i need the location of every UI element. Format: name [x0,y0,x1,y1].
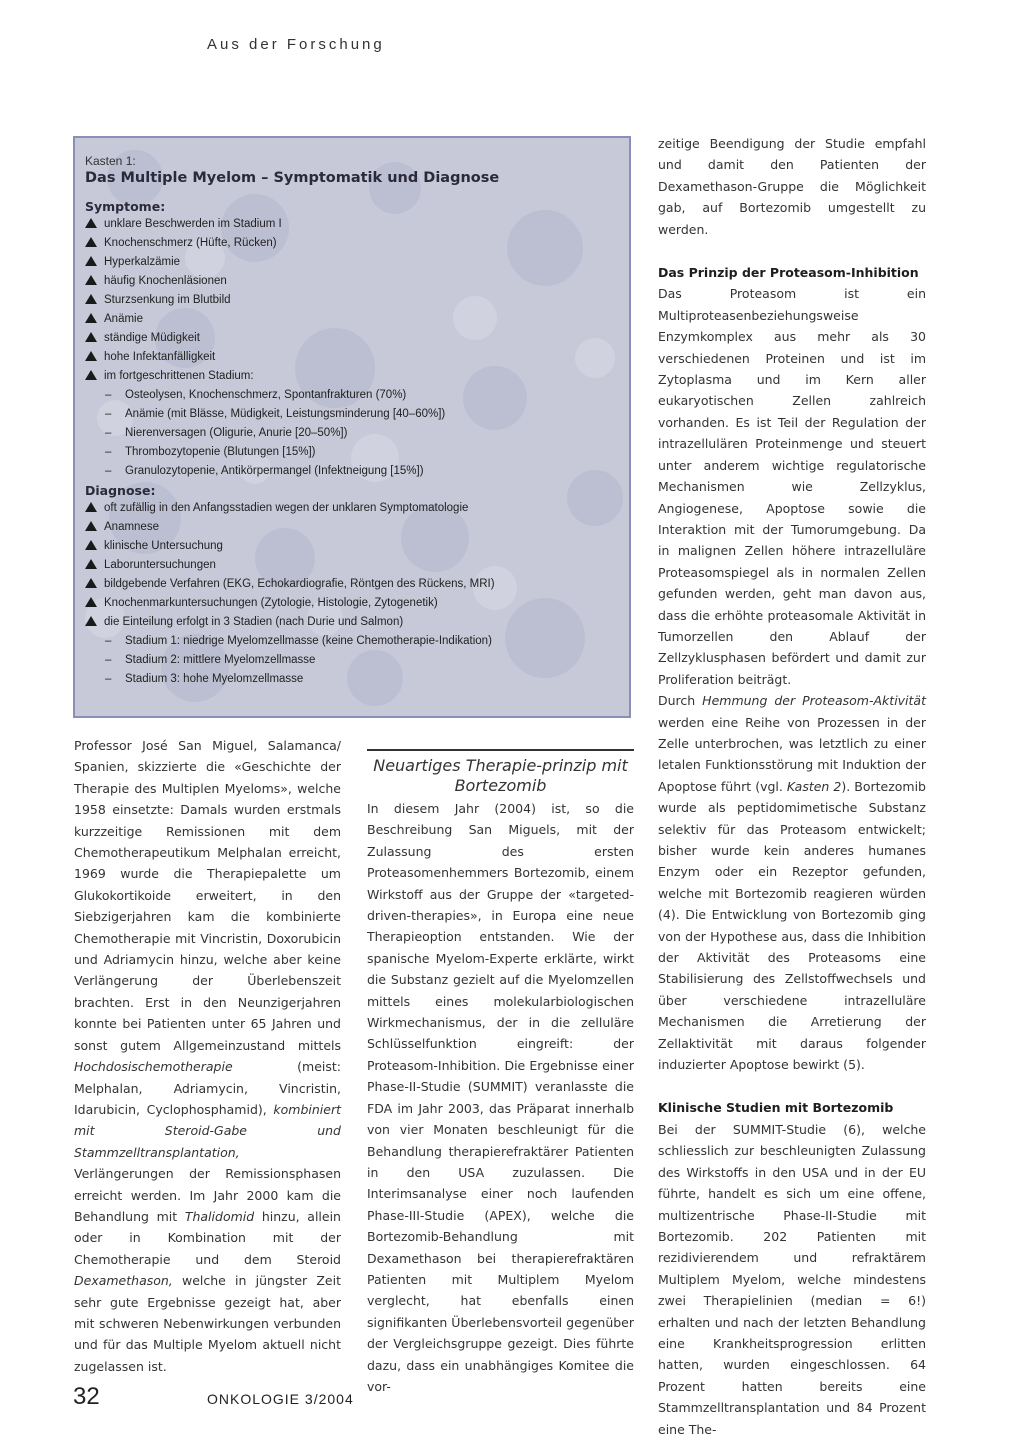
list-item: häufig Knochenläsionen [85,272,629,291]
list-item: Knochenschmerz (Hüfte, Rücken) [85,234,629,253]
paragraph: In diesem Jahr (2004) ist, so die Beschreibung San Miguels, mit der Zulassung des ersten Proteasomenhemmers Bortezomib, einem Wirkstoff aus der Gruppe der «targeted-driven-therapies», in Europa eine neue Therapieoption entstanden. Wie der spanische Myelom-Experte erklärte, wirkt die Substanz gezielt auf die Myelomzellen mittels eines molekularbiologischen Wirkmechanismus, der in die zelluläre Schlüsselfunktion eingreift: der Proteasom-Inhibition. Die Ergebnisse einer Phase-II-Studie (SUMMIT) veranlasste die FDA im Jahr 2003, das Präparat innerhalb von vier Monaten beschleunigt für die Behandlung therapierefraktärer Patienten in den USA zuzulassen. Die Interimsanalyse einer noch laufenden Phase-III-Studie (APEX), welche die Bortezomib-Behandlung mit Dexamethason bei therapierefraktären Patienten mit Multiplem Myelom verglecht, hat ebenfalls einen signifikanten Überlebensvorteil gegenüber der Vergleichsgruppe gezeigt. Dies führte dazu, dass ein unabhängiges Komitee die vor- [367,801,634,1394]
list-subitem: – Stadium 2: mittlere Myelomzellmasse [105,654,316,666]
list-item: hohe Infektanfälligkeit [85,348,629,367]
column-left [74,735,341,1377]
page-number: 32 [73,1383,100,1410]
section-title: Aus der Forschung [207,36,385,53]
subheading: Klinische Studien mit Bortezomib [658,1100,894,1116]
column-right [658,133,926,1440]
triangle-bullet-icon [85,294,97,304]
triangle-bullet-icon [85,256,97,266]
list-subitem: – Thrombozytopenie (Blutungen [15%]) [105,446,316,458]
triangle-bullet-icon [85,616,97,626]
list-item: Laboruntersuchungen [85,556,629,575]
triangle-bullet-icon [85,540,97,550]
list-item: Knochenmarkuntersuchungen (Zytologie, Histologie, Zytogenetik) [85,594,629,613]
box-title: Das Multiple Myelom – Symptomatik und Diagnose [85,170,500,186]
triangle-bullet-icon [85,313,97,323]
diagnosis-list [85,499,629,689]
paragraph: Das Proteasom ist ein Multiproteasenbeziehungsweise Enzymkomplex aus mehr als 30 verschiedenen Proteinen und ist im Zytoplasma und im Kern aller eukaryotischen Zellen zahlreich vorhanden. Es ist Teil der Regulation der intrazellulären Proteinmenge und steuert unter anderem wichtige regulatorische Mechanismen wie Zellzyklus, Angiogenese, Apoptose sowie die Interaktion mit der Tumorumgebung. Da in malignen Zellen höhere intrazelluläre Proteasomspiegel als in normalen Zellen gefunden werden, geht man davon aus, dass die erhöhte proteasomale Aktivität in Tumorzellen den Ablauf der Zellzyklusphasen befördert und damit zur Proliferation beiträgt. [658,286,926,687]
list-item: oft zufällig in den Anfangsstadien wegen der unklaren Symptomatologie [85,499,629,518]
subheading: Das Prinzip der Proteasom-Inhibition [658,265,919,281]
diagnosis-heading: Diagnose: [85,483,156,498]
paragraph: Bei der SUMMIT-Studie (6), welche schliesslich zur beschleunigten Zulassung des Wirkstoffs in den USA und in der EU führte, handelt es sich um eine offene, multizentrische Phase-II-Studie mit Bortezomib. 202 Patienten mit rezidivierendem und refraktärem Multiplem Myelom, welche mindestens zwei Therapielinien (median = 6!) erhalten und nach der letzten Behandlung eine Krankheitsprogression erlitten hatten, wurden eingeschlossen. 64 Prozent hatten bereits eine Stammzelltransplantation und 84 Prozent eine The- [658,1121,926,1437]
list-item: bildgebende Verfahren (EKG, Echokardiografie, Röntgen des Rückens, MRI) [85,575,629,594]
symptoms-heading: Symptome: [85,199,166,214]
triangle-bullet-icon [85,502,97,512]
list-item: ständige Müdigkeit [85,329,629,348]
list-subitem: – Stadium 1: niedrige Myelomzellmasse (keine Chemotherapie-Indikation) [105,635,492,647]
list-item: Anamnese [85,518,629,537]
paragraph: zeitige Beendigung der Studie empfahl und damit den Patienten der Dexamethason-Gruppe die Möglichkeit gab, auf Bortezomib umgestellt zu werden. [658,136,926,237]
list-subitem: – Granulozytopenie, Antikörpermangel (Infektneigung [15%]) [105,465,424,477]
triangle-bullet-icon [85,559,97,569]
triangle-bullet-icon [85,597,97,607]
article-subtitle: Neuartiges Therapie-prinzip mit Bortezomib [373,756,628,795]
triangle-bullet-icon [85,521,97,531]
triangle-bullet-icon [85,332,97,342]
list-item: klinische Untersuchung [85,537,629,556]
column-middle [367,798,634,1397]
triangle-bullet-icon [85,218,97,228]
list-subitem: – Osteolysen, Knochenschmerz, Spontanfrakturen (70%) [105,389,407,401]
triangle-bullet-icon [85,275,97,285]
paragraph: Professor José San Miguel, Salamanca/ Spanien, skizzierte die «Geschichte der Therapie des Multiplen Myeloms», welche 1958 einsetzte: Damals wurden erstmals kurzzeitige Remissionen mit dem Chemotherapeutikum Melphalan erreicht, 1969 wurde die Therapiepalette um Glukokortikoide erweitert, in den Siebzigerjahren kam die kombinierte Chemotherapie mit Vincristin, Doxorubicin und Adriamycin hinzu, welche aber keine Verlängerung der Überlebenszeit brachten. Erst in den Neunzigerjahren konnte bei Patienten unter 65 Jahren und sonst gutem Allgemeinzustand mittels Hochdosischemotherapie (meist: Melphalan, Adriamycin, Vincristin, Idarubicin, Cyclophosphamid), kombiniert mit Steroid-Gabe und Stammzelltransplantation, Verlängerungen der Remissionsphasen erreicht werden. Im Jahr 2000 kam die Behandlung mit Thalidomid hinzu, allein oder in Kombination mit der Chemotherapie und dem Steroid Dexamethason, welche in jüngster Zeit sehr gute Ergebnisse gezeigt hat, aber mit schweren Nebenwirkungen verbunden und für das Multiple Myelom aktuell nicht zugelassen ist. [74,738,341,1374]
triangle-bullet-icon [85,351,97,361]
list-item: Anämie [85,310,629,329]
journal-name: ONKOLOGIE 3/2004 [207,1391,354,1407]
paragraph: Durch Hemmung der Proteasom-Aktivität werden eine Reihe von Prozessen in der Zelle unterbrochen, was letztlich zu einer letalen Funktionsstörung mit Induktion der Apoptose führt (vgl. Kasten 2). Bortezomib wurde als peptidomimetische Substanz selektiv für das Proteasom entwickelt; bisher wurde kein anderes humanes Enzym oder ein Rezeptor gefunden, welche mit Bortezomib reagieren würden (4). Die Entwicklung von Bortezomib ging von der Hypothese aus, dass die Inhibition der Aktivität des Proteasoms eine Stabilisierung des Zellstoffwechsels und über verschiedene intrazelluläre Mechanismen die Arretierung der Zellaktivität mit daraus folgender induzierter Apoptose bewirkt (5). [658,693,926,1073]
list-subitem: – Stadium 3: hohe Myelomzellmasse [105,673,304,685]
list-item: Hyperkalzämie [85,253,629,272]
list-subitem: – Anämie (mit Blässe, Müdigkeit, Leistungsminderung [40–60%]) [105,408,446,420]
list-item: Sturzsenkung im Blutbild [85,291,629,310]
info-box [73,136,631,718]
list-subitem: – Nierenversagen (Oligurie, Anurie [20–50%]) [105,427,348,439]
triangle-bullet-icon [85,237,97,247]
list-item: die Einteilung erfolgt in 3 Stadien (nach Durie und Salmon) [85,613,629,632]
heading-rule [367,749,634,751]
triangle-bullet-icon [85,578,97,588]
list-item: im fortgeschrittenen Stadium: [85,367,629,386]
triangle-bullet-icon [85,370,97,380]
box-kicker: Kasten 1: [85,154,136,168]
symptoms-list [85,215,629,481]
list-item: unklare Beschwerden im Stadium I [85,215,629,234]
